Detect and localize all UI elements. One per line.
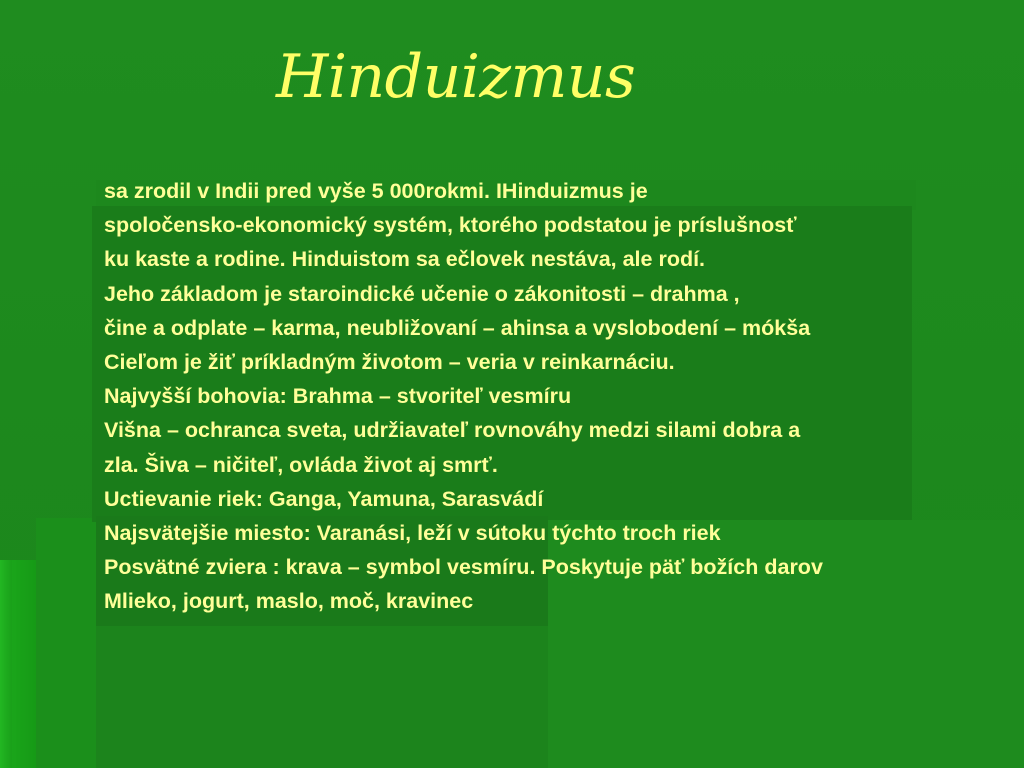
body-line: čine a odplate – karma, neubližovaní – ahinsa a vyslobodení – mókša <box>104 315 811 340</box>
body-line: Mlieko, jogurt, maslo, moč, kravinec <box>104 589 474 614</box>
body-line: Višna – ochranca sveta, udržiavateľ rovnováhy medzi silami dobra a <box>104 418 801 443</box>
body-line: Jeho základom je staroindické učenie o zákonitosti – drahma , <box>104 281 740 306</box>
body-line: Posvätné zviera : krava – symbol vesmíru. Poskytuje päť božích darov <box>104 555 823 580</box>
body-line: Najvyšší bohovia: Brahma – stvoriteľ vesmíru <box>104 384 572 409</box>
body-line: zla. Šiva – ničiteľ, ovláda život aj smrť. <box>104 452 498 477</box>
decorative-stripe <box>12 560 36 768</box>
body-line: ku kaste a rodine. Hinduistom sa ečlovek nestáva, ale rodí. <box>104 247 706 272</box>
body-line: Cieľom je žiť príkladným životom – veria v reinkarnáciu. <box>104 350 675 375</box>
body-line: sa zrodil v Indii pred vyše 5 000rokmi. IHinduizmus je <box>104 179 648 203</box>
body-line: Najsvätejšie miesto: Varanási, leží v sútoku týchto troch riek <box>104 521 721 546</box>
decorative-stripe <box>0 560 12 768</box>
body-line: spoločensko-ekonomický systém, ktorého podstatou je príslušnosť <box>104 213 797 238</box>
body-line: Uctievanie riek: Ganga, Yamuna, Sarasvádí <box>104 486 544 511</box>
slide-body <box>104 174 1024 619</box>
decorative-block <box>96 626 548 768</box>
slide-title: Hinduizmus <box>276 42 636 112</box>
decorative-stripe <box>36 518 96 768</box>
